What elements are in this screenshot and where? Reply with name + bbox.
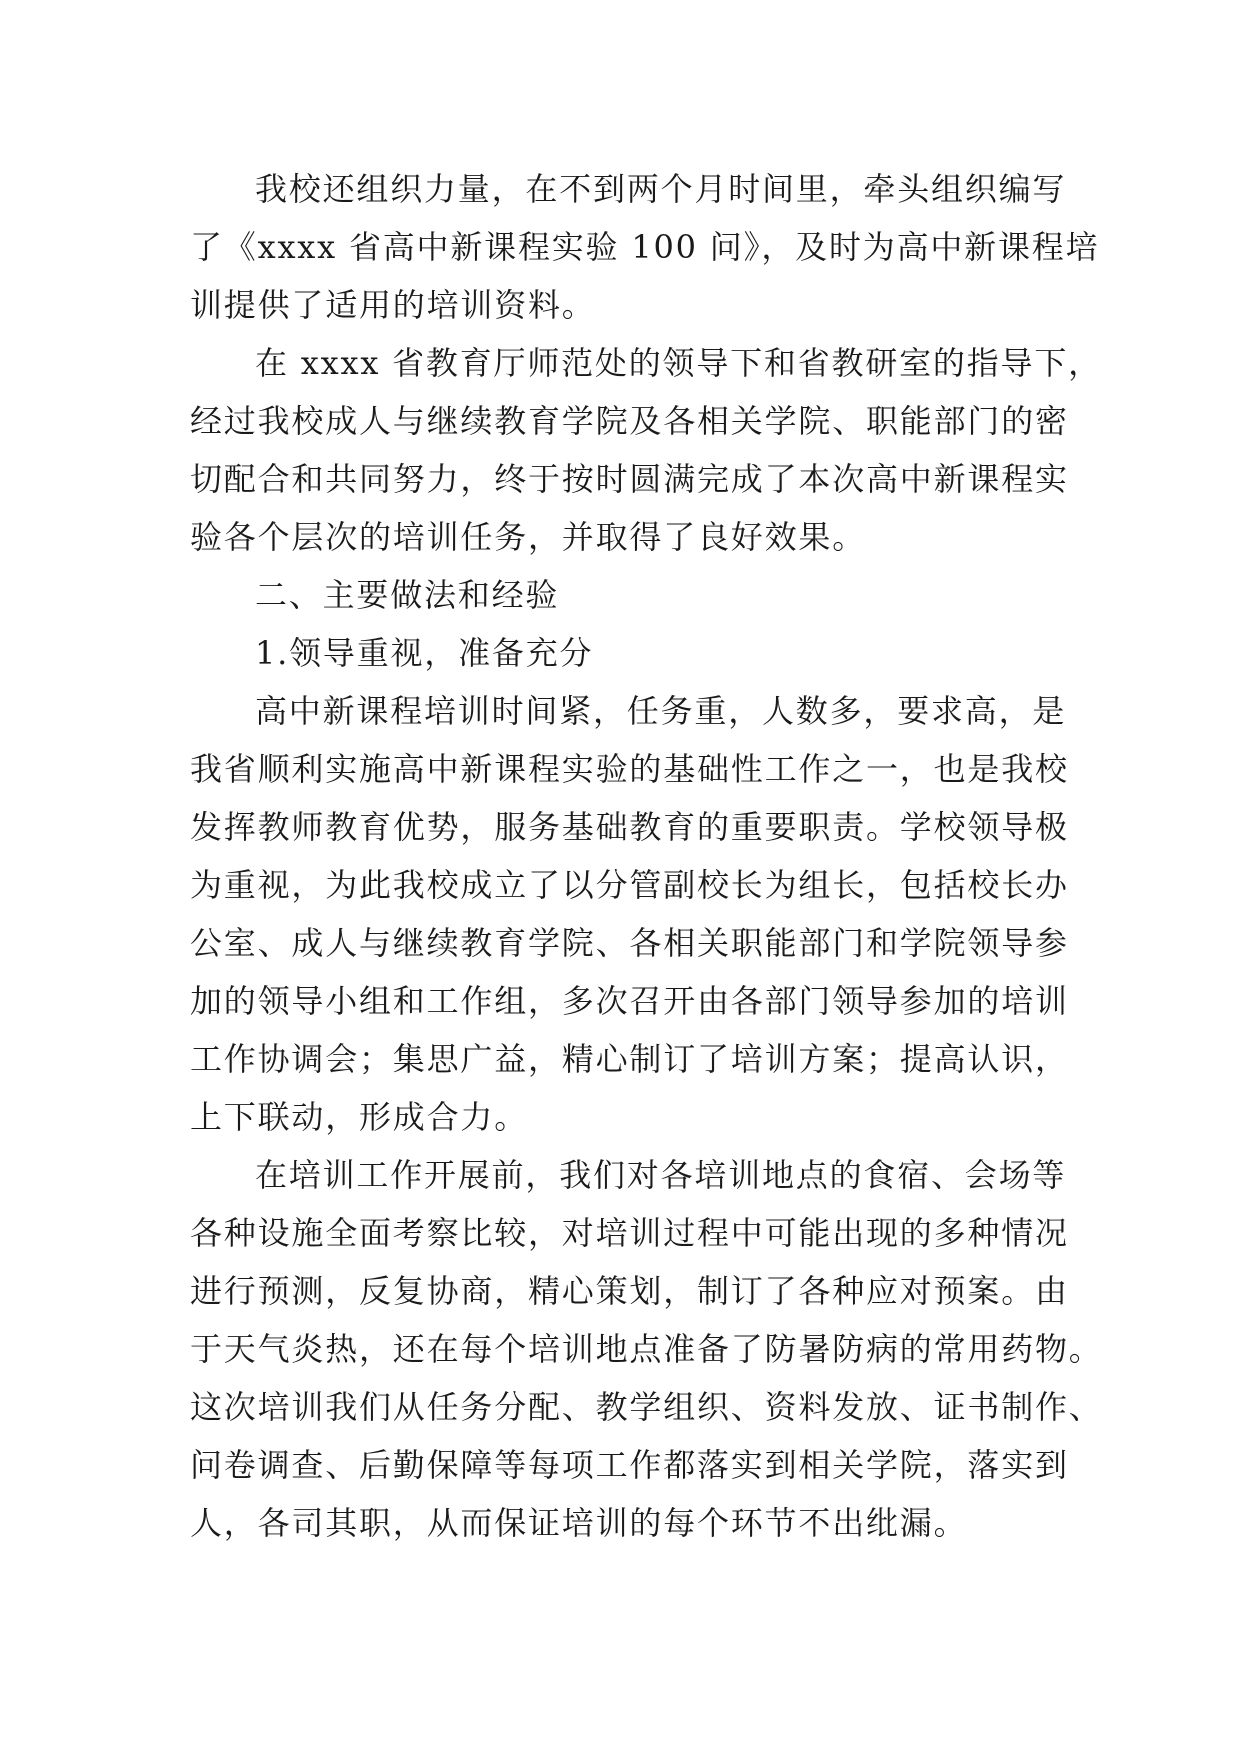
text-line: 切配合和共同努力，终于按时圆满完成了本次高中新课程实 bbox=[190, 460, 1069, 498]
text-line: 验各个层次的培训任务，并取得了良好效果。 bbox=[190, 518, 867, 556]
text-line: 了《xxxx 省高中新课程实验 100 问》，及时为高中新课程培 bbox=[190, 228, 1100, 266]
text-line: 训提供了适用的培训资料。 bbox=[190, 286, 596, 324]
text-line: 进行预测，反复协商，精心策划，制订了各种应对预案。由 bbox=[190, 1272, 1069, 1310]
text-line: 这次培训我们从任务分配、教学组织、资料发放、证书制作、 bbox=[190, 1388, 1103, 1426]
text-line: 在培训工作开展前，我们对各培训地点的食宿、会场等 bbox=[255, 1156, 1067, 1194]
text-line: 高中新课程培训时间紧，任务重，人数多，要求高，是 bbox=[255, 692, 1067, 730]
text-line: 上下联动，形成合力。 bbox=[190, 1098, 529, 1136]
subsection-heading: 1.领导重视，准备充分 bbox=[255, 634, 594, 672]
text-line: 工作协调会；集思广益，精心制订了培训方案；提高认识， bbox=[190, 1040, 1069, 1078]
text-line: 经过我校成人与继续教育学院及各相关学院、职能部门的密 bbox=[190, 402, 1069, 440]
text-line: 发挥教师教育优势，服务基础教育的重要职责。学校领导极 bbox=[190, 808, 1069, 846]
text-line: 于天气炎热，还在每个培训地点准备了防暑防病的常用药物。 bbox=[190, 1330, 1103, 1368]
text-line: 公室、成人与继续教育学院、各相关职能部门和学院领导参 bbox=[190, 924, 1069, 962]
text-line: 各种设施全面考察比较，对培训过程中可能出现的多种情况 bbox=[190, 1214, 1069, 1252]
text-line: 在 xxxx 省教育厅师范处的领导下和省教研室的指导下， bbox=[255, 344, 1102, 382]
text-line: 人，各司其职，从而保证培训的每个环节不出纰漏。 bbox=[190, 1504, 968, 1542]
document-body bbox=[190, 160, 1103, 1552]
text-line: 问卷调查、后勤保障等每项工作都落实到相关学院，落实到 bbox=[190, 1446, 1069, 1484]
text-line: 我省顺利实施高中新课程实验的基础性工作之一，也是我校 bbox=[190, 750, 1069, 788]
section-heading: 二、主要做法和经验 bbox=[255, 576, 560, 614]
text-line: 为重视，为此我校成立了以分管副校长为组长，包括校长办 bbox=[190, 866, 1069, 904]
text-line: 加的领导小组和工作组，多次召开由各部门领导参加的培训 bbox=[190, 982, 1069, 1020]
text-line: 我校还组织力量，在不到两个月时间里，牵头组织编写 bbox=[255, 170, 1067, 208]
